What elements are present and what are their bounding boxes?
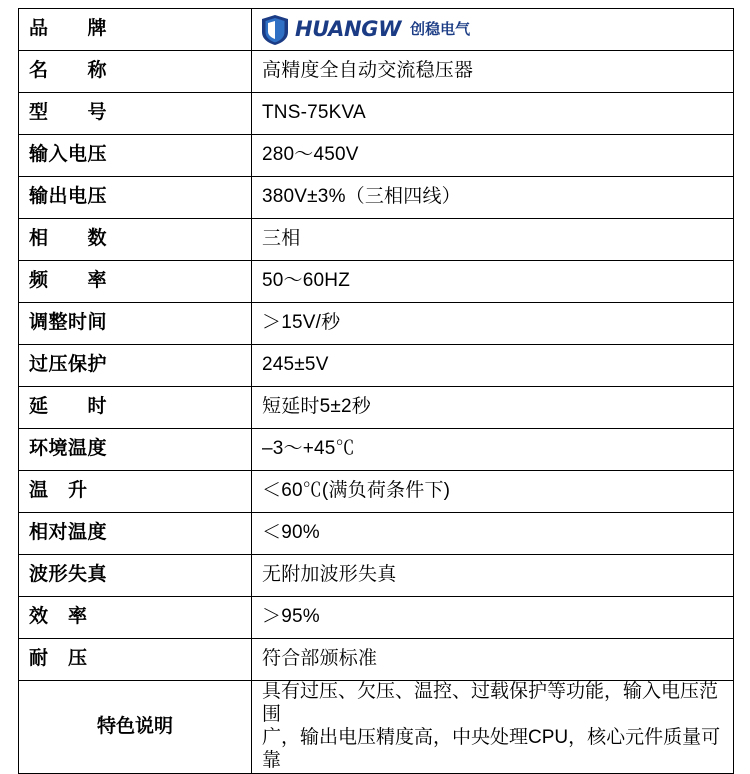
table-row <box>19 51 734 93</box>
row-label-frequency: 频 率 <box>19 261 252 303</box>
row-label-ambient-temperature: 环境温度 <box>19 429 252 471</box>
table-row-feature <box>19 681 734 774</box>
row-label-relative-humidity: 相对温度 <box>19 513 252 555</box>
table-row <box>19 387 734 429</box>
row-label-phase-count: 相 数 <box>19 219 252 261</box>
row-label-delay: 延 时 <box>19 387 252 429</box>
row-value-overvoltage-protection: 245±5V <box>252 345 734 387</box>
table-row <box>19 597 734 639</box>
row-label-efficiency: 效 率 <box>19 597 252 639</box>
row-value-ambient-temperature: –3～+45℃ <box>252 429 734 471</box>
row-value-withstand-voltage: 符合部颁标准 <box>252 639 734 681</box>
table-row <box>19 639 734 681</box>
row-label-model: 型 号 <box>19 93 252 135</box>
row-value-brand <box>252 9 734 51</box>
brand-name-en: HUANGW <box>295 16 402 41</box>
row-label-withstand-voltage: 耐 压 <box>19 639 252 681</box>
row-value-adjust-time: ＞15V/秒 <box>252 303 734 345</box>
row-label-feature-description: 特色说明 <box>19 681 252 774</box>
row-label-input-voltage: 输入电压 <box>19 135 252 177</box>
table-row <box>19 177 734 219</box>
row-label-product-name: 名 称 <box>19 51 252 93</box>
row-label-temperature-rise: 温 升 <box>19 471 252 513</box>
table-body <box>19 9 734 774</box>
row-value-product-name: 高精度全自动交流稳压器 <box>252 51 734 93</box>
table-row <box>19 345 734 387</box>
row-value-output-voltage: 380V±3%（三相四线） <box>252 177 734 219</box>
table-row <box>19 219 734 261</box>
row-value-temperature-rise: ＜60℃(满负荷条件下) <box>252 471 734 513</box>
table-row <box>19 261 734 303</box>
table-row <box>19 471 734 513</box>
row-value-delay: 短延时5±2秒 <box>252 387 734 429</box>
feature-line-1: 具有过压、欠压、温控、过载保护等功能，输入电压范围 <box>262 681 719 726</box>
row-value-frequency: 50～60HZ <box>252 261 734 303</box>
row-value-phase-count: 三相 <box>252 219 734 261</box>
table-row <box>19 135 734 177</box>
table-row <box>19 303 734 345</box>
row-value-waveform-distortion: 无附加波形失真 <box>252 555 734 597</box>
row-value-feature-description <box>252 681 734 774</box>
row-value-relative-humidity: ＜90% <box>252 513 734 555</box>
row-value-input-voltage: 280～450V <box>252 135 734 177</box>
row-value-efficiency: ＞95% <box>252 597 734 639</box>
brand-logo <box>262 15 723 45</box>
brand-name-cn: 创稳电气 <box>410 20 471 38</box>
shield-icon <box>262 15 288 45</box>
row-label-brand: 品 牌 <box>19 9 252 51</box>
feature-line-2: 广，输出电压精度高，中央处理CPU，核心元件质量可靠 <box>262 727 721 771</box>
row-label-output-voltage: 输出电压 <box>19 177 252 219</box>
row-value-model: TNS-75KVA <box>252 93 734 135</box>
table-row <box>19 93 734 135</box>
table-row <box>19 555 734 597</box>
row-label-overvoltage-protection: 过压保护 <box>19 345 252 387</box>
row-label-adjust-time: 调整时间 <box>19 303 252 345</box>
row-label-waveform-distortion: 波形失真 <box>19 555 252 597</box>
table-row <box>19 429 734 471</box>
table-row <box>19 9 734 51</box>
table-row <box>19 513 734 555</box>
specification-table <box>18 8 734 774</box>
